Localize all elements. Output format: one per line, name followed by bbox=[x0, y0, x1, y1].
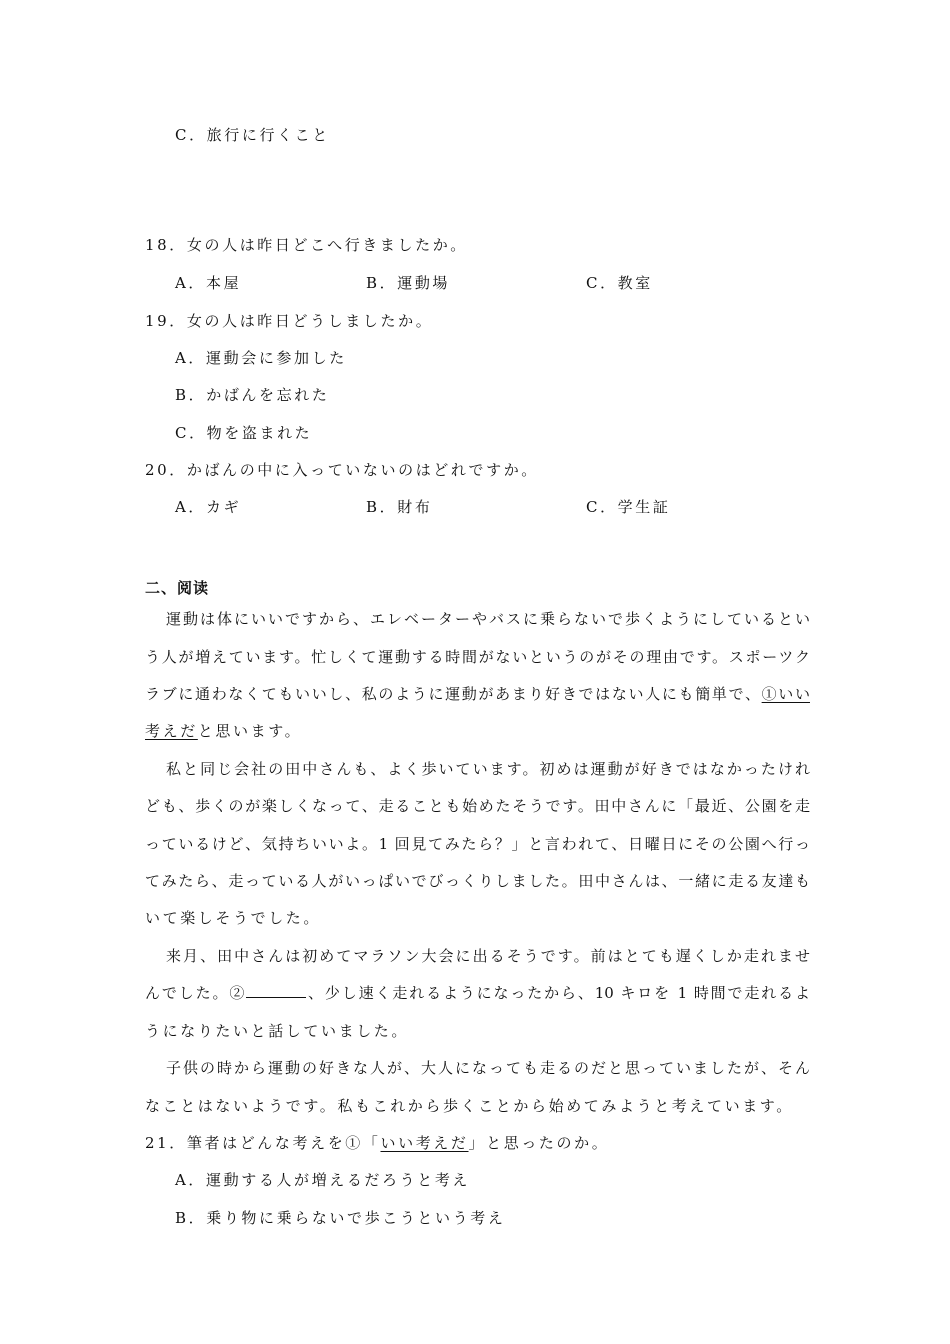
passage-line: 来月、田中さんは初めてマラソン大会に出るそうです。前はとても遅くしか走れませ bbox=[166, 947, 810, 965]
question-underlined: いい考えだ bbox=[380, 1134, 469, 1152]
passage-line: 子供の時から運動の好きな人が、大人になっても走るのだと思っていましたが、そん bbox=[166, 1059, 810, 1077]
passage-line bbox=[145, 684, 810, 704]
passage-line: う人が増えています。忙しくて運動する時間がないというのがその理由です。スポーツク bbox=[145, 648, 810, 666]
passage-line: てみたら、走っている人がいっぱいでびっくりしました。田中さんは、一緒に走る友達も bbox=[145, 872, 810, 890]
passage-text: ラブに通わなくてもいいし、私のように運動があまり好きではない人にも簡単で、 bbox=[145, 685, 762, 703]
q18-option-c: C．教室 bbox=[586, 274, 653, 292]
question-20 bbox=[145, 460, 539, 480]
passage-line bbox=[145, 983, 810, 1003]
question-text: 」と思ったのか。 bbox=[468, 1134, 610, 1152]
question-number: 21． bbox=[145, 1134, 187, 1152]
question-text: 女の人は昨日どこへ行きましたか。 bbox=[186, 236, 468, 254]
question-number: 18． bbox=[145, 236, 187, 254]
question-number: 20． bbox=[145, 461, 187, 479]
passage-line: うになりたいと話していました。 bbox=[145, 1022, 410, 1040]
question-text: 女の人は昨日どうしましたか。 bbox=[186, 312, 434, 330]
q20-option-b: B．財布 bbox=[366, 498, 433, 516]
q21-option-a: A．運動する人が増えるだろうと考え bbox=[175, 1171, 471, 1189]
passage-line: なことはないようです。私もこれから歩くことから始めてみようと考えています。 bbox=[145, 1097, 794, 1115]
passage-line: 運動は体にいいですから、エレベーターやバスに乗らないで歩くようにしているとい bbox=[166, 610, 810, 628]
q17-option-c: C．旅行に行くこと bbox=[175, 126, 330, 144]
question-21 bbox=[145, 1133, 609, 1153]
passage-line: いて楽しそうでした。 bbox=[145, 909, 322, 927]
q20-option-c: C．学生証 bbox=[586, 498, 671, 516]
passage-line: っているけど、気持ちいいよ。1 回見てみたら？」と言われて、日曜日にその公園へ行っ bbox=[145, 835, 810, 853]
q18-option-a: A．本屋 bbox=[175, 274, 242, 292]
question-18 bbox=[145, 235, 468, 255]
question-19 bbox=[145, 311, 433, 331]
passage-text: と思います。 bbox=[197, 722, 303, 740]
q20-option-a: A．カギ bbox=[175, 498, 242, 516]
section-title: 二、阅读 bbox=[145, 579, 210, 597]
passage-line bbox=[145, 721, 810, 741]
passage-line: ども、歩くのが楽しくなって、走ることも始めたそうです。田中さんに「最近、公園を走 bbox=[145, 797, 810, 815]
q19-option-a: A．運動会に参加した bbox=[175, 349, 347, 367]
q19-option-b: B．かばんを忘れた bbox=[175, 386, 330, 404]
q21-option-b: B．乗り物に乗らないで歩こうという考え bbox=[175, 1209, 506, 1227]
q19-option-c: C．物を盗まれた bbox=[175, 424, 313, 442]
passage-text: んでした。② bbox=[145, 984, 247, 1002]
passage-line: 私と同じ会社の田中さんも、よく歩いています。初めは運動が好きではなかったけれ bbox=[166, 760, 810, 778]
q18-option-b: B．運動場 bbox=[366, 274, 451, 292]
question-text: 筆者はどんな考えを①「 bbox=[186, 1134, 381, 1152]
underlined-phrase-1-cont: 考えだ bbox=[145, 722, 198, 740]
question-number: 19． bbox=[145, 312, 187, 330]
question-text: かばんの中に入っていないのはどれですか。 bbox=[186, 461, 539, 479]
underlined-phrase-1: ①いい bbox=[761, 685, 810, 703]
blank-2 bbox=[246, 983, 306, 998]
passage-text: 、少し速く走れるようになったから、10 キロを 1 時間で走れるよ bbox=[306, 984, 810, 1002]
